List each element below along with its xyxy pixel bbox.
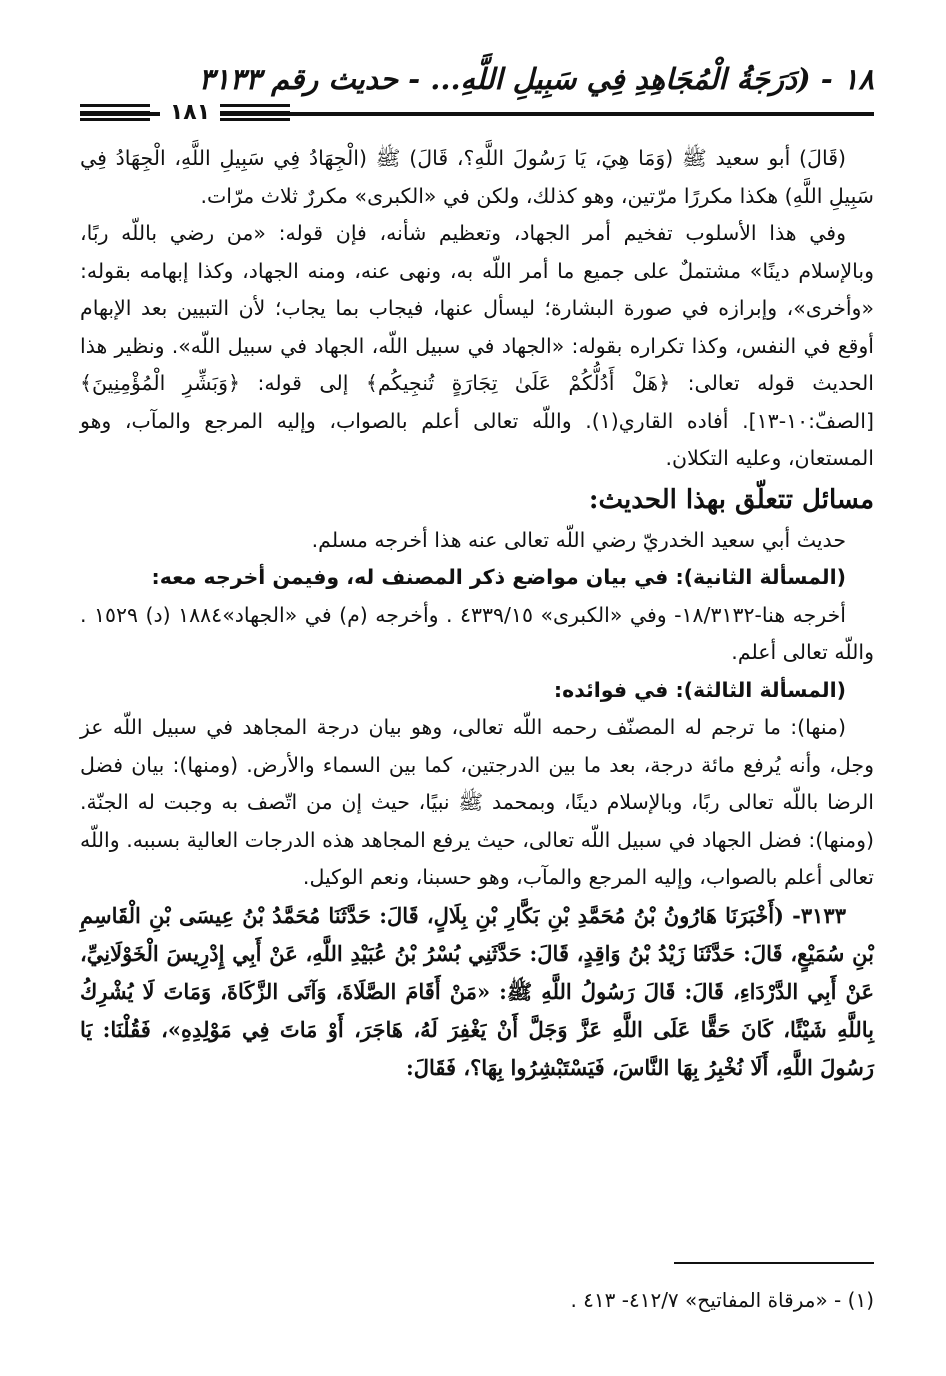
main-text xyxy=(80,140,874,1087)
hadith-text: ٣١٣٣- (أَخْبَرَنَا هَارُونُ بْنُ مُحَمَّدِ بْنِ بَكَّارِ بْنِ بِلَالٍ، قَالَ: حَدَّثَنَا مُحَمَّدُ بْنُ عِيسَى بْنِ الْقَاسِمِ بْنِ سُمَيْعٍ، قَالَ: حَدَّثَنَا زَيْدُ بْنُ وَاقِدٍ، قَالَ: حَدَّثَنِي بُسْرُ بْنُ عُبَيْدِ اللَّهِ، عَنْ أَبِي إِدْرِيسَ الْخَوْلَانِيِّ، عَنْ أَبِي الدَّرْدَاءِ، قَالَ: قَالَ رَسُولُ اللَّهِ ﷺ: «مَنْ أَقَامَ الصَّلَاةَ، وَآتَى الزَّكَاةَ، وَمَاتَ لَا يُشْرِكُ بِاللَّهِ شَيْئًا، كَانَ حَقًّا عَلَى اللَّهِ عَزَّ وَجَلَّ أَنْ يَغْفِرَ لَهُ، هَاجَرَ، أَوْ مَاتَ فِي مَوْلِدِهِ»، فَقُلْنَا: يَا رَسُولَ اللَّهِ، أَلَا نُخْبِرُ بِهَا النَّاسَ، فَيَسْتَبْشِرُوا بِهَا؟، فَقَالَ: xyxy=(80,902,874,1080)
paragraph-7: (منها): ما ترجم له المصنّف رحمه اللّه تعالى، وهو بيان درجة المجاهد في سبيل اللّه عز وجل، وأنه يُرفع مائة درجة، بعد ما بين الدرجتين، كما بين السماء والأرض. (ومنها): بيان فضل الرضا باللّه تعالى ربًا، وبالإسلام دينًا، وبمحمد ﷺ نبيًا، حيث إن من اتّصف به وجبت له الجنّة. (ومنها): فضل الجهاد في سبيل اللّه تعالى، حيث يرفع المجاهد هذه الدرجات العالية بسببه. واللّه تعالى أعلم بالصواب، وإليه المرجع والمآب، وهو حسبنا، ونعم الوكيل. xyxy=(80,715,874,889)
page-number-left-lines xyxy=(80,104,150,125)
page-number-block xyxy=(80,96,290,136)
paragraph-3: حديث أبي سعيد الخدريّ رضي اللّه تعالى عنه هذا أخرجه مسلم. xyxy=(311,527,846,552)
paragraph-1: (قَالَ) أبو سعيد ﷺ (وَمَا هِيَ، يَا رَسُولَ اللَّهِ؟، قَالَ) ﷺ (الْجِهَادُ فِي سَبِيلِ اللَّهِ، الْجِهَادُ فِي سَبِيلِ اللَّهِ) هكذا مكررًا مرّتين، وهو كذلك، ولكن في «الكبرى» مكررٌ ثلاث مرّات. xyxy=(80,146,874,208)
footnote-rule xyxy=(674,1262,874,1264)
header-title: ١٨ - (دَرَجَةُ الْمُجَاهِدِ فِي سَبِيلِ اللَّهِ... - حديث رقم ٣١٣٣ xyxy=(198,62,874,96)
paragraph-4: (المسألة الثانية): في بيان مواضع ذكر المصنف له، وفيمن أخرجه معه: xyxy=(151,565,846,589)
section-heading: مسائل تتعلّق بهذا الحديث: xyxy=(588,484,874,515)
page-number-right-lines xyxy=(220,104,290,125)
paragraph-5: أخرجه هنا-١٨/٣١٣٢- وفي «الكبرى» ٤٣٣٩/١٥ . وأخرجه (م) في «الجهاد»١٨٨٤ (د) ١٥٢٩ . واللّه تعالى أعلم. xyxy=(80,602,874,664)
paragraph-6: (المسألة الثالثة): في فوائده: xyxy=(553,677,846,702)
paragraph-2: وفي هذا الأسلوب تفخيم أمر الجهاد، وتعظيم شأنه، فإن قوله: «من رضي باللّه ربًا، وبالإسلام دينًا» مشتملٌ على جميع ما أمر اللّه به، ونهى عنه، ومنه الجهاد، وكذا إبهامه بقوله: «وأخرى»، وإبرازه في صورة البشارة؛ ليسأل عنها، فيجاب بما يجاب؛ لأن التبيين بعد الإبهام أوقع في النفس، وكذا تكراره بقوله: «الجهاد في سبيل اللّه، الجهاد في سبيل اللّه». ونظير هذا الحديث قوله تعالى: ﴿هَلْ أَدُلُّكُمْ عَلَىٰ تِجَارَةٍ تُنجِيكُم﴾ إلى قوله: ﴿وَبَشِّرِ الْمُؤْمِنِينَ﴾ [الصفّ:١٠-١٣]. أفاده القاري(١). واللّه تعالى أعلم بالصواب، وإليه المرجع والمآب، وهو المستعان، وعليه التكلان. xyxy=(80,221,874,470)
page-number: ١٨١ xyxy=(160,100,220,125)
footnote: (١) - «مرقاة المفاتيح» ٤١٢/٧- ٤١٣ . xyxy=(570,1288,874,1312)
